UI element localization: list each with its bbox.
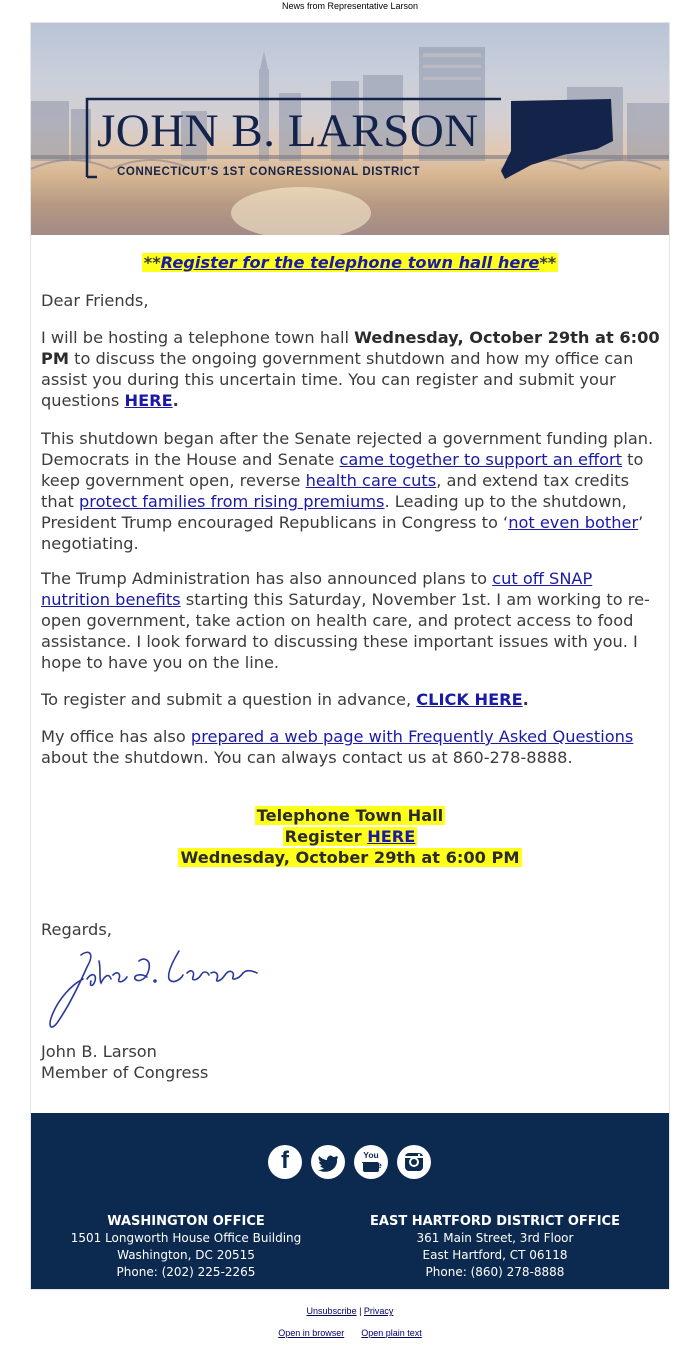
greeting: Dear Friends, xyxy=(41,291,149,310)
event-details xyxy=(31,805,669,868)
banner-title: JOHN B. LARSON xyxy=(97,105,479,157)
banner-subtitle: CONNECTICUT'S 1ST CONGRESSIONAL DISTRICT xyxy=(117,166,421,178)
register-town-hall-link[interactable]: Register for the telephone town hall here xyxy=(160,253,540,272)
view-options-row xyxy=(0,1328,700,1338)
paragraph-register xyxy=(41,689,661,710)
p1-text-1: I will be hosting a telephone town hall xyxy=(41,328,355,347)
paragraph-faq xyxy=(41,726,661,768)
p4-text-1: To register and submit a question in advance, xyxy=(41,690,417,709)
p5-text-1: My office has also xyxy=(41,727,191,746)
twitter-icon[interactable] xyxy=(311,1145,345,1179)
p2-text-2: to keep government open, reverse xyxy=(41,450,644,490)
office-address-line1: 361 Main Street, 3rd Floor xyxy=(416,1231,574,1245)
not-even-bother-link[interactable]: not even bother xyxy=(508,513,639,532)
p2-text-1: This shutdown began after the Senate rejected a government funding plan. Democrats in the House and Senate xyxy=(41,429,654,469)
p1-text-2: to discuss the ongoing government shutdown and how my office can assist you during this uncertain time. You can register and submit your questions xyxy=(41,349,634,410)
p2-text-5: ’ negotiating. xyxy=(41,513,644,553)
rising-premiums-link[interactable]: protect families from rising premiums xyxy=(79,492,385,511)
p3-text-2: starting this Saturday, November 1st. I am working to re-open government, take action on health care, and protect access to food assistance. I look forward to discussing these important issues with you. I hope to have you on the line. xyxy=(41,590,650,672)
paragraph-intro xyxy=(41,327,661,411)
preheader-text: News from Representative Larson xyxy=(281,1,419,11)
faq-page-link[interactable]: prepared a web page with Frequently Asked Questions xyxy=(190,727,634,746)
cta-prefix: ** xyxy=(143,253,161,272)
event-register-line xyxy=(283,827,418,846)
district-office xyxy=(355,1213,635,1281)
p2-text-4: . Leading up to the shutdown, President Trump encouraged Republicans in Congress to ‘ xyxy=(41,492,627,532)
signature-image xyxy=(43,939,263,1035)
click-here-link[interactable]: CLICK HERE xyxy=(416,690,523,709)
office-phone: Phone: (860) 278-8888 xyxy=(425,1265,565,1279)
health-care-cuts-link[interactable]: health care cuts xyxy=(305,471,437,490)
p5-text-2: about the shutdown. You can always contact us at 860-278-8888. xyxy=(41,748,573,767)
p2-text-3: , and extend tax credits that xyxy=(41,471,630,511)
office-phone: Phone: (202) 225-2265 xyxy=(116,1265,256,1279)
event-register-label: Register xyxy=(284,827,368,846)
signature-name: John B. Larson xyxy=(41,1042,157,1061)
privacy-link[interactable]: Privacy xyxy=(363,1306,394,1316)
register-cta xyxy=(31,252,669,273)
email-body xyxy=(30,22,670,1290)
p3-text-1: The Trump Administration has also announced plans to xyxy=(41,569,493,588)
p1-period: . xyxy=(172,391,179,410)
closing: Regards, xyxy=(41,920,112,939)
signature-title: Member of Congress xyxy=(41,1063,209,1082)
paragraph-snap xyxy=(41,568,661,673)
washington-office xyxy=(46,1213,326,1281)
link-separator: | xyxy=(356,1306,364,1316)
office-heading: WASHINGTON OFFICE xyxy=(107,1214,265,1229)
p4-period: . xyxy=(522,690,529,709)
open-plain-text-link[interactable]: Open plain text xyxy=(361,1328,422,1338)
unsubscribe-row xyxy=(0,1306,700,1316)
event-title: Telephone Town Hall xyxy=(256,806,444,825)
office-address-line2: Washington, DC 20515 xyxy=(117,1248,255,1262)
office-heading: EAST HARTFORD DISTRICT OFFICE xyxy=(370,1214,620,1229)
footer xyxy=(31,1113,669,1289)
youtube-icon[interactable] xyxy=(354,1145,388,1179)
instagram-icon[interactable] xyxy=(397,1145,431,1179)
p1-bold-date: Wednesday, October 29th at 6:00 PM xyxy=(41,328,660,368)
support-effort-link[interactable]: came together to support an effort xyxy=(339,450,623,469)
snap-benefits-link[interactable]: cut off SNAP nutrition benefits xyxy=(41,569,593,609)
office-address-line1: 1501 Longworth House Office Building xyxy=(70,1231,302,1245)
cta-suffix: ** xyxy=(539,253,557,272)
facebook-glyph: f xyxy=(281,1147,289,1174)
unsubscribe-link[interactable]: Unsubscribe xyxy=(306,1306,357,1316)
open-in-browser-link[interactable]: Open in browser xyxy=(278,1328,345,1338)
twitter-bird-icon xyxy=(311,1145,345,1179)
facebook-icon[interactable] xyxy=(268,1145,302,1179)
event-datetime: Wednesday, October 29th at 6:00 PM xyxy=(180,848,520,867)
instagram-camera-icon xyxy=(397,1145,431,1179)
header-banner xyxy=(31,23,669,235)
register-here-link[interactable]: HERE xyxy=(124,391,173,410)
event-register-link[interactable]: HERE xyxy=(367,827,416,846)
youtube-glyph: You Tube xyxy=(362,1150,382,1170)
office-address-line2: East Hartford, CT 06118 xyxy=(422,1248,568,1262)
paragraph-shutdown xyxy=(41,428,661,554)
